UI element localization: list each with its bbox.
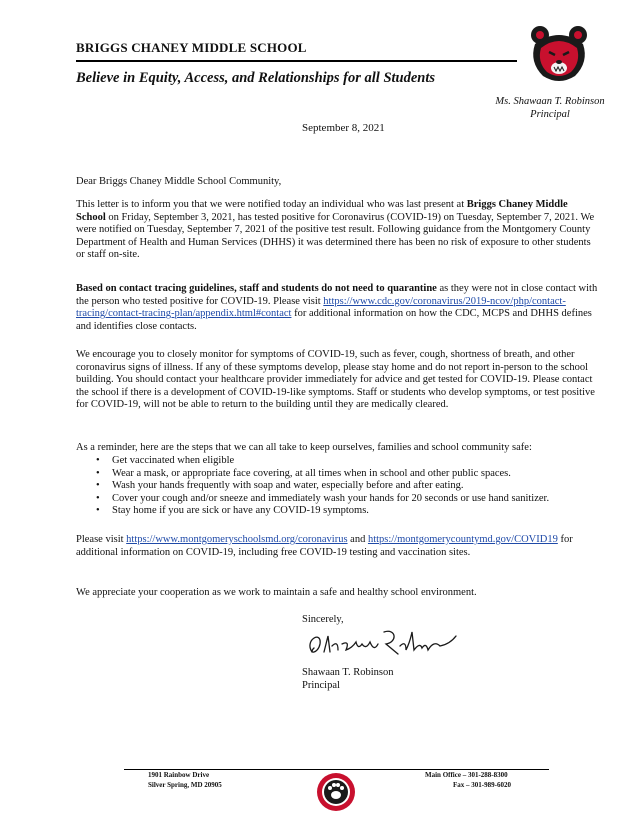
address-line: Silver Spring, MD 20905 — [148, 780, 222, 789]
list-item: • Wear a mask, or appropriate face covering, at all times when in school and other public spaces. — [96, 468, 606, 481]
mcps-coronavirus-link[interactable]: https://www.montgomeryschoolsmd.org/coronavirus — [126, 534, 348, 545]
county-covid19-link[interactable]: https://montgomerycountymd.gov/COVID19 — [367, 534, 558, 545]
header-divider — [76, 60, 517, 62]
paragraph-symptoms: We encourage you to closely monitor for symptoms of COVID-19, such as fever, cough, shortness of breath, and other coronavirus signs of illness. If any of these symptoms develop, please stay home and do not report in-person to the school building. You should contact your healthcare provider immediately for advice and get tested for COVID-19. Please contact the school if there is a development of COVID-19-like symptoms. Staff or students who develop symptoms, or test positive for COVID-19, will not be able to return to the building until they are medically cleared. — [76, 349, 595, 411]
paragraph-resources: Please visit https://www.montgomeryschoolsmd.org/coronavirus and https://montgomerycountymd.gov/COVID19 for additional information on COVID-19, including free COVID-19 testing and vaccination sites. — [76, 534, 573, 558]
list-item: • Wash your hands frequently with soap and water, especially before and after eating. — [96, 480, 606, 493]
principal-heading — [470, 95, 630, 121]
cdc-contact-tracing-link[interactable]: https://www.cdc.gov/coronavirus/2019-ncov/php/contact-tracing/contact-tracing-plan/appendix.html#contact — [76, 295, 566, 320]
address-line: 1901 Rainbow Drive — [148, 771, 210, 779]
footer-contact — [425, 771, 511, 790]
list-item: • Get vaccinated when eligible — [96, 455, 606, 468]
letter-date: September 8, 2021 — [302, 122, 385, 134]
main-office-phone: Main Office – 301-288-8300 — [425, 771, 508, 779]
footer-address — [148, 771, 222, 790]
paragraph-reminder: As a reminder, here are the steps that we can all take to keep ourselves, families and school community safe: — [76, 442, 532, 453]
principal-name: Ms. Shawaan T. Robinson — [495, 96, 605, 107]
list-item: • Stay home if you are sick or have any COVID-19 symptoms. — [96, 505, 606, 518]
paragraph-quarantine: Based on contact tracing guidelines, staff and students do not need to quarantine as they were not in close contact with the person who tested positive for COVID-19. Please visit https://www.cdc.gov/coronavirus/2019-ncov/php/contact-tracing/contact-tracing-plan/appendix.html#contact for additional information on how the CDC, MCPS and DHHS defines and identifies close contacts. — [76, 283, 598, 332]
safety-steps-list — [96, 455, 606, 518]
closing: Sincerely, — [302, 614, 344, 625]
school-motto: Believe in Equity, Access, and Relationships for all Students — [76, 70, 436, 86]
list-item: • Cover your cough and/or sneeze and immediately wash your hands for 20 seconds or use hand sanitizer. — [96, 493, 606, 506]
handwritten-signature — [300, 622, 460, 662]
signer-name: Shawaan T. Robinson — [302, 667, 394, 678]
bear-mascot-icon — [527, 22, 591, 86]
signer-title: Principal — [302, 679, 340, 691]
paragraph-appreciation: We appreciate your cooperation as we work to maintain a safe and healthy school environment. — [76, 587, 477, 598]
school-seal-icon — [316, 772, 356, 812]
principal-title: Principal — [530, 109, 570, 120]
salutation: Dear Briggs Chaney Middle School Community, — [76, 176, 282, 187]
school-name: BRIGGS CHANEY MIDDLE SCHOOL — [76, 40, 307, 55]
paragraph-notification: This letter is to inform you that we were notified today an individual who was last present at Briggs Chaney Middle School on Friday, September 3, 2021, has tested positive for Coronavirus (COVID-19) on Tuesday, September 7, 2021. We were notified on Tuesday, September 7, 2021 of the positive test result. Following guidance from the Montgomery County Department of Health and Human Services (DHHS) it was determined there has been no risk of exposure to other students or staff on-site. — [76, 199, 595, 261]
signature-block — [302, 667, 393, 692]
footer-divider — [124, 769, 549, 770]
fax-number: Fax – 301-989-6020 — [453, 780, 511, 789]
